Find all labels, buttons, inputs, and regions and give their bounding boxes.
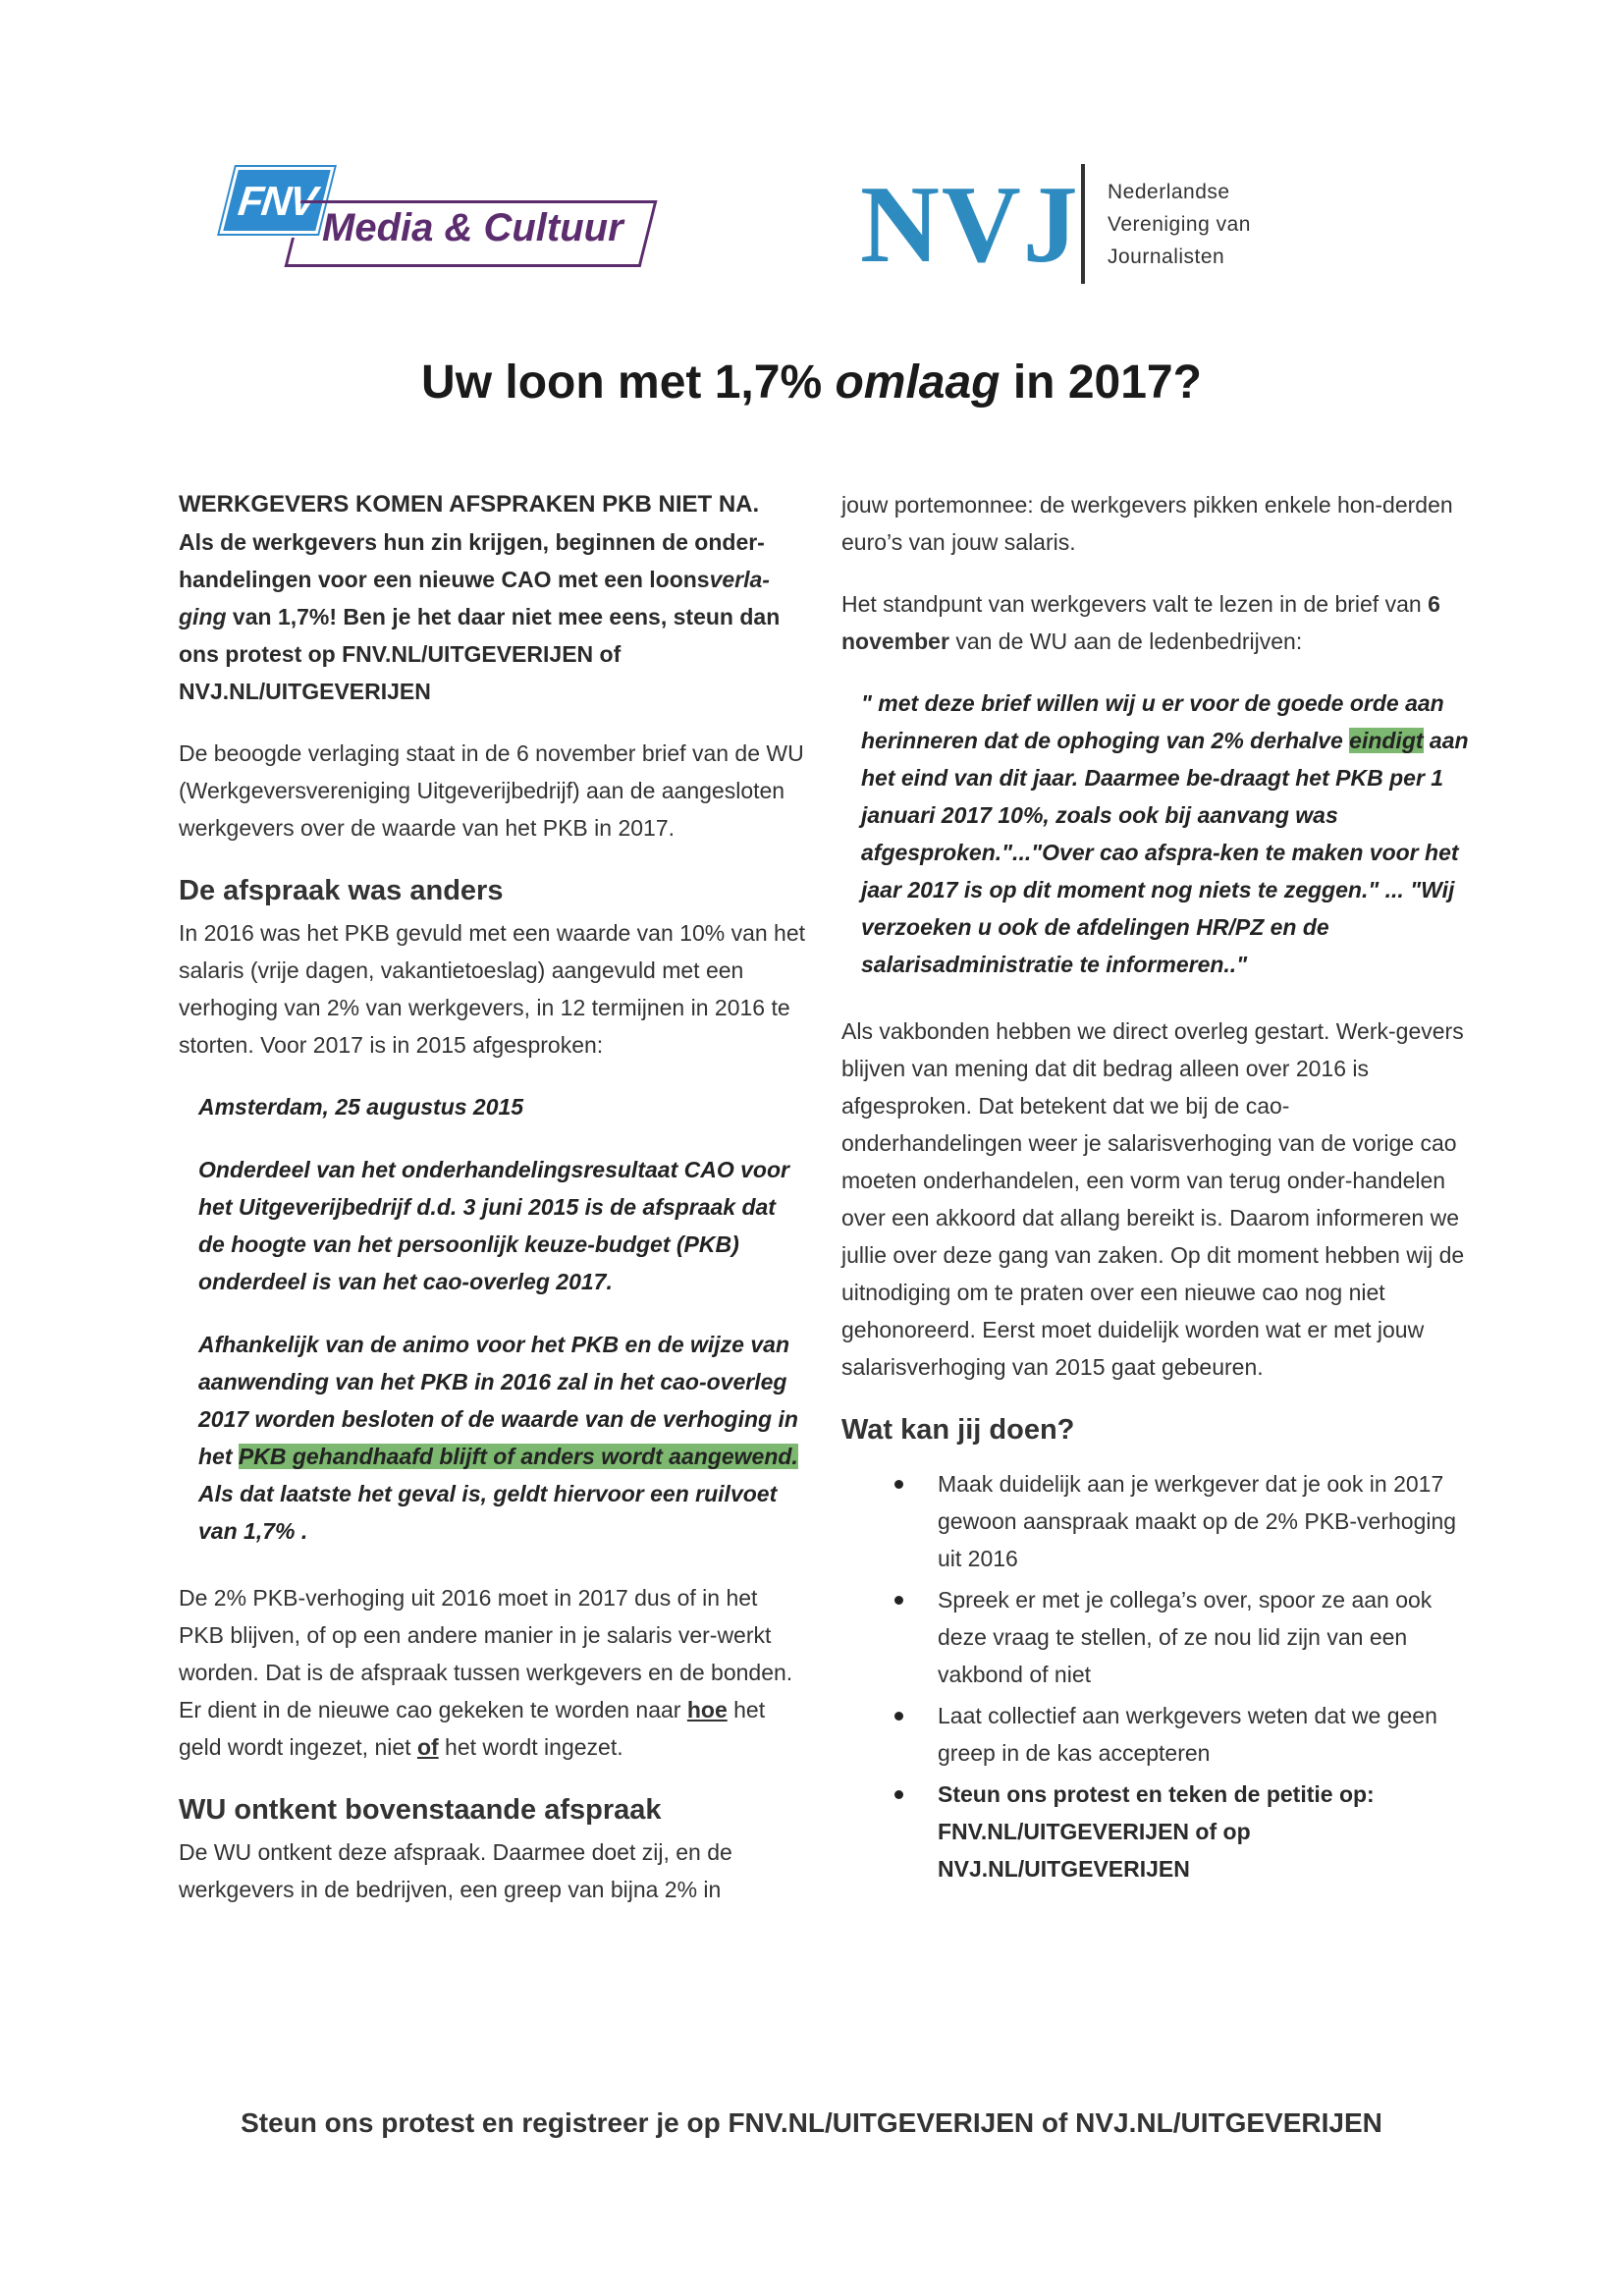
lead-text: van 1,7%! Ben je het daar niet mee eens, steun dan ons protest op FNV.NL/UITGEVERIJEN of NVJ.NL/UITGEVERIJEN	[179, 604, 781, 704]
paragraph	[841, 585, 1470, 660]
action-list	[841, 1465, 1470, 1887]
list-item: Spreek er met je collega’s over, spoor ze aan ook deze vraag te stellen, of ze nou lid zijn van een vakbond of niet	[938, 1581, 1470, 1693]
nvj-logo-mark: NVJ	[860, 164, 1080, 286]
paragraph: Als vakbonden hebben we direct overleg gestart. Werk-gevers blijven van mening dat dit bedrag alleen over 2016 is afgesproken. Dat betekent dat we bij de cao-onderhandelingen weer je salarisverhoging van de vorige cao moeten onderhandelen, een vorm van terug onder-handelen over een akkoord dat allang bereikt is. Daarom informeren we jullie over deze gang van zaken. Op dit moment hebben wij de uitnodiging om te praten over een nieuwe cao nog niet gehonoreerd. Eerst moet duidelijk worden wat er met jouw salarisverhoging van 2015 gaat gebeuren.	[841, 1018, 1465, 1380]
nvj-logo	[860, 162, 1272, 290]
lead-text-italic: verla-ging	[179, 567, 770, 629]
highlighted-text: eindigt	[1349, 728, 1424, 753]
lead-text: Als de werkgevers hun zin krijgen, beginnen de onder-handelingen voor een nieuwe CAO met een loons	[179, 529, 765, 592]
quote-text: aan het eind van dit jaar. Daarmee be-draagt het PKB per 1 januari 2017 10%, zoals ook bij aanvang was afgesproken."..."Over cao afspra-ken te maken voor het jaar 2017 is op dit moment nog niets te zeggen." ... "Wij verzoeken u ook de afdelingen HR/PZ en de salarisadministratie te informeren.."	[861, 728, 1469, 977]
fnv-badge-text: FNV	[236, 178, 318, 224]
nvj-logo-divider	[1081, 164, 1085, 284]
paragraph-text: De 2% PKB-verhoging uit 2016 moet in 2017 dus of in het PKB blijven, of op een andere manier in je salaris ver-werkt worden. Dat is de afspraak tussen werkgevers en de bonden. Er dient in de nieuwe cao gekeken te worden naar	[179, 1585, 793, 1722]
underlined-word: of	[416, 1734, 439, 1760]
fnv-media-cultuur-logo	[224, 157, 666, 275]
quote-date: Amsterdam, 25 augustus 2015	[198, 1094, 524, 1120]
left-column	[179, 486, 807, 1933]
footer-call-to-action: Steun ons protest en registreer je op FNV.NL/UITGEVERIJEN of NVJ.NL/UITGEVERIJEN	[241, 2107, 1382, 2138]
section-heading: De afspraak was anders	[179, 875, 504, 906]
right-column	[841, 486, 1470, 1891]
paragraph-text: Het standpunt van werkgevers valt te lezen in de brief van	[841, 591, 1429, 617]
title-emphasis: omlaag	[835, 356, 1001, 409]
paragraph: De beoogde verlaging staat in de 6 november brief van de WU (Werkgeversvereniging Uitgeverijbedrijf) aan de aangesloten werkgevers over de waarde van het PKB in 2017.	[179, 740, 804, 841]
quote-text: Afhankelijk van de animo voor het PKB en de wijze van aanwending van het PKB in 2016 zal in het cao-overleg 2017 worden besloten of de waarde van de verhoging in het	[198, 1332, 798, 1469]
nvj-logo-subtitle	[1108, 176, 1251, 273]
paragraph: De WU ontkent deze afspraak. Daarmee doet zij, en de werkgevers in de bedrijven, een greep van bijna 2% in	[179, 1839, 732, 1902]
fnv-logo-text: Media & Cultuur	[322, 206, 623, 249]
section-heading: WU ontkent bovenstaande afspraak	[179, 1794, 662, 1826]
quoted-letter	[861, 684, 1470, 983]
paragraph-text: het geld wordt ingezet, niet	[179, 1697, 766, 1760]
highlighted-text: PKB gehandhaafd blijft of anders wordt aangewend.	[238, 1444, 798, 1469]
page-title	[0, 355, 1623, 410]
underlined-word: hoe	[686, 1697, 728, 1722]
title-part: Uw loon met 1,7%	[421, 356, 836, 409]
paragraph-text: van de WU aan de ledenbedrijven:	[948, 629, 1303, 654]
paragraph-text: het wordt ingezet.	[438, 1734, 623, 1760]
list-item: Maak duidelijk aan je werkgever dat je ook in 2017 gewoon aanspraak maakt op de 2% PKB-verhoging uit 2016	[938, 1465, 1470, 1577]
lead-heading: WERKGEVERS KOMEN AFSPRAKEN PKB NIET NA.	[179, 491, 760, 518]
paragraph	[179, 1579, 807, 1766]
nvj-subtitle-line: Journalisten	[1108, 246, 1225, 268]
paragraph: In 2016 was het PKB gevuld met een waarde van 10% van het salaris (vrije dagen, vakantietoeslag) aangevuld met een verhoging van 2% van werkgevers, in 12 termijnen in 2016 te storten. Voor 2017 is in 2015 afgesproken:	[179, 920, 806, 1058]
quote-paragraph	[198, 1326, 807, 1550]
list-item: Steun ons protest en teken de petitie op: FNV.NL/UITGEVERIJEN of op NVJ.NL/UITGEVERIJEN	[938, 1776, 1470, 1887]
section-heading: Wat kan jij doen?	[841, 1414, 1075, 1446]
quoted-agreement	[198, 1088, 807, 1550]
paragraph-bold: 6 november	[841, 591, 1440, 654]
title-part: in 2017?	[1000, 356, 1202, 409]
nvj-subtitle-line: Nederlandse	[1108, 181, 1230, 203]
quote-text: Als dat laatste het geval is, geldt hiervoor een ruilvoet van 1,7% .	[198, 1481, 778, 1544]
lead-paragraph	[179, 486, 807, 710]
quote-paragraph: Onderdeel van het onderhandelingsresultaat CAO voor het Uitgeverijbedrijf d.d. 3 juni 2015 is de afspraak dat de hoogte van het persoonlijk keuze-budget (PKB) onderdeel is van het cao-overleg 2017.	[198, 1157, 789, 1294]
list-item: Laat collectief aan werkgevers weten dat we geen greep in de kas accepteren	[938, 1697, 1470, 1772]
paragraph: jouw portemonnee: de werkgevers pikken enkele hon-derden euro’s van jouw salaris.	[841, 492, 1453, 555]
nvj-subtitle-line: Vereniging van	[1108, 213, 1251, 236]
quote-paragraph	[861, 684, 1470, 983]
quote-text: " met deze brief willen wij u er voor de goede orde aan herinneren dat de ophoging van 2% derhalve	[861, 690, 1444, 753]
